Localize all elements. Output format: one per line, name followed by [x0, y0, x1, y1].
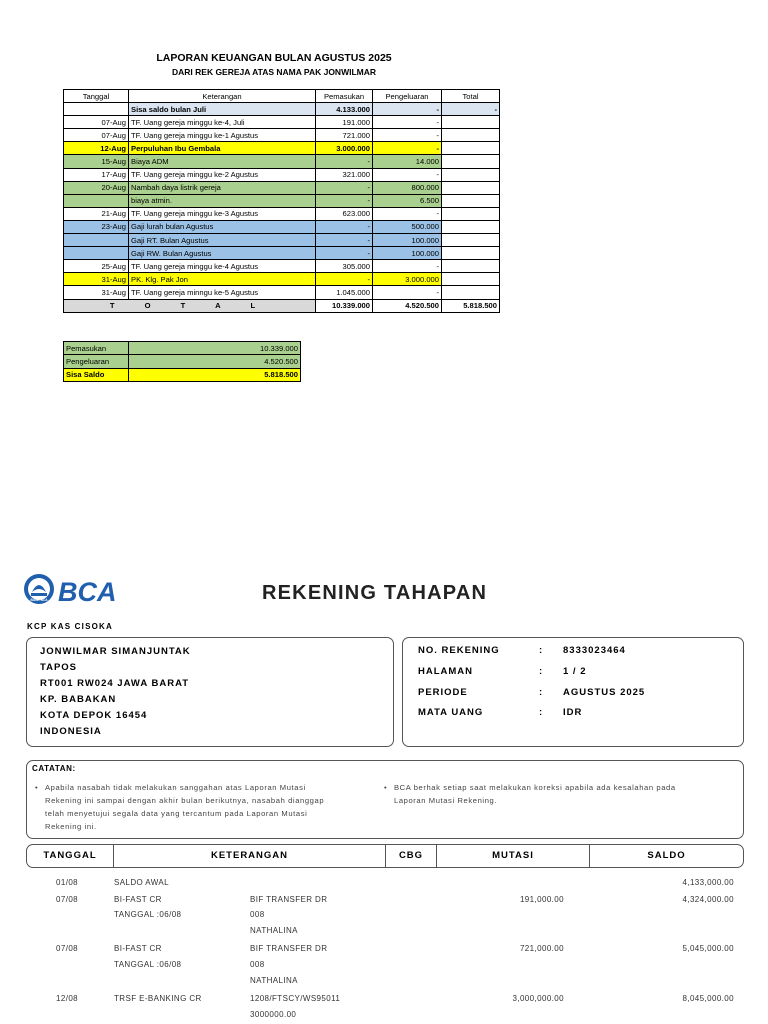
total-row	[64, 299, 500, 312]
summary-value: 10.339.000	[129, 342, 301, 355]
report-title: LAPORAN KEUANGAN BULAN AGUSTUS 2025	[156, 52, 392, 64]
header-tanggal: Tanggal	[64, 90, 129, 103]
cell-out: -	[373, 142, 442, 155]
table-row	[64, 234, 500, 247]
summary-label: Pengeluaran	[64, 355, 129, 368]
table-row	[64, 168, 500, 181]
note-item	[384, 781, 739, 807]
summary-row	[64, 342, 301, 355]
column-header-keterangan: KETERANGAN	[210, 850, 289, 861]
summary-table	[63, 341, 301, 382]
note-line: telah menyetujui segala data yang tercantum pada Laporan Mutasi	[45, 809, 308, 818]
cell-in: 305.000	[316, 260, 373, 273]
page-value: 1 / 2	[563, 666, 587, 677]
cell-date	[64, 234, 129, 247]
cell-date: 07-Aug	[64, 116, 129, 129]
cell-out: -	[373, 116, 442, 129]
total-out: 4.520.500	[373, 299, 442, 312]
cell-date: 31-Aug	[64, 273, 129, 286]
cell-desc: Gaji lurah bulan Agustus	[129, 220, 316, 233]
separator: :	[539, 666, 544, 677]
address-line: KOTA DEPOK 16454	[40, 710, 148, 721]
transaction-header	[26, 844, 744, 868]
cell-date: 31-Aug	[64, 286, 129, 299]
report-table	[63, 89, 500, 313]
cell-total	[442, 129, 500, 142]
cell-total	[442, 247, 500, 260]
cell-total	[442, 234, 500, 247]
account-number-value: 8333023464	[563, 645, 626, 656]
table-row	[64, 207, 500, 220]
tx-date: 07/08	[56, 895, 79, 904]
address-line: TAPOS	[40, 662, 78, 673]
cell-out: 6.500	[373, 194, 442, 207]
notes-title: CATATAN:	[32, 764, 76, 773]
cell-desc: biaya atmin.	[129, 194, 316, 207]
page-label: HALAMAN	[418, 666, 474, 677]
cell-out: 800.000	[373, 181, 442, 194]
note-line: Laporan Mutasi Rekening.	[394, 796, 498, 805]
bullet-icon: •	[35, 783, 39, 792]
tx-detail: BIF TRANSFER DR	[250, 895, 328, 904]
tx-detail: 008	[250, 910, 265, 919]
cell-total	[442, 194, 500, 207]
cell-in: 321.000	[316, 168, 373, 181]
notes-box	[26, 760, 744, 839]
cell-out: 14.000	[373, 155, 442, 168]
cell-date: 15-Aug	[64, 155, 129, 168]
separator: :	[539, 687, 544, 698]
cell-date: 20-Aug	[64, 181, 129, 194]
period-value: AGUSTUS 2025	[563, 687, 646, 698]
summary-value: 4.520.500	[129, 355, 301, 368]
cell-date: 25-Aug	[64, 260, 129, 273]
table-row	[64, 194, 500, 207]
tx-detail: 1208/FTSCY/WS95011	[250, 994, 341, 1003]
cell-desc: Gaji RT. Bulan Agustus	[129, 234, 316, 247]
table-row	[64, 220, 500, 233]
summary-row	[64, 368, 301, 381]
address-line: KP. BABAKAN	[40, 694, 117, 705]
cell-in: -	[316, 194, 373, 207]
column-header-mutasi: MUTASI	[492, 850, 534, 861]
bullet-icon: •	[384, 783, 388, 792]
header-pengeluaran: Pengeluaran	[373, 90, 442, 103]
summary-row	[64, 355, 301, 368]
note-line: Apabila nasabah tidak melakukan sanggahan atas Laporan Mutasi	[45, 783, 306, 792]
cell-total	[442, 207, 500, 220]
cell-date: 17-Aug	[64, 168, 129, 181]
cell-in: -	[316, 247, 373, 260]
tx-mutasi: 191,000.00	[519, 895, 564, 904]
summary-label: Pemasukan	[64, 342, 129, 355]
tx-desc: BI-FAST CR	[114, 895, 162, 904]
summary-value: 5.818.500	[129, 368, 301, 381]
note-line: BCA berhak setiap saat melakukan koreksi apabila ada kesalahan pada	[394, 783, 676, 792]
cell-out: 3.000.000	[373, 273, 442, 286]
cell-desc: Sisa saldo bulan Juli	[129, 103, 316, 116]
cell-date: 23-Aug	[64, 220, 129, 233]
cell-in: -	[316, 273, 373, 286]
tx-date: 07/08	[56, 944, 79, 953]
cell-desc: TF. Uang gereja minggu ke-2 Agustus	[129, 168, 316, 181]
column-header-tanggal: TANGGAL	[43, 850, 97, 861]
cell-out: -	[373, 260, 442, 273]
tx-detail: NATHALINA	[250, 926, 298, 935]
cell-out: -	[373, 207, 442, 220]
cell-in: -	[316, 234, 373, 247]
bca-logo-icon	[22, 570, 132, 610]
period-label: PERIODE	[418, 687, 468, 698]
cell-desc: Gaji RW. Bulan Agustus	[129, 247, 316, 260]
note-line: Rekening ini sampai dengan akhir bulan berikutnya, nasabah dianggap	[45, 796, 325, 805]
cell-in: 623.000	[316, 207, 373, 220]
address-line: JONWILMAR SIMANJUNTAK	[40, 646, 191, 657]
note-item	[35, 781, 390, 833]
header-pemasukan: Pemasukan	[316, 90, 373, 103]
cell-total	[442, 142, 500, 155]
cell-total	[442, 260, 500, 273]
tx-detail: 008	[250, 960, 265, 969]
header-keterangan: Keterangan	[129, 90, 316, 103]
cell-desc: Biaya ADM	[129, 155, 316, 168]
cell-total	[442, 155, 500, 168]
tx-date: 01/08	[56, 878, 79, 887]
currency-label: MATA UANG	[418, 707, 484, 718]
cell-desc: TF. Uang gereja minggu ke-3 Agustus	[129, 207, 316, 220]
cell-desc: TF. Uang gereja minggu ke-1 Agustus	[129, 129, 316, 142]
cell-total	[442, 286, 500, 299]
cell-total	[442, 220, 500, 233]
cell-out: -	[373, 286, 442, 299]
table-row	[64, 129, 500, 142]
tx-desc: TANGGAL :06/08	[114, 960, 182, 969]
cell-out: 100.000	[373, 247, 442, 260]
cell-out: -	[373, 168, 442, 181]
column-header-cbg: CBG	[398, 850, 424, 861]
table-row	[64, 155, 500, 168]
currency-value: IDR	[563, 707, 583, 718]
report-subtitle: DARI REK GEREJA ATAS NAMA PAK JONWILMAR	[172, 67, 376, 77]
report-header-row	[64, 90, 500, 103]
table-row	[64, 247, 500, 260]
table-row	[64, 142, 500, 155]
svg-text:BANK BCA: BANK BCA	[30, 598, 48, 602]
cell-date	[64, 194, 129, 207]
cell-in: 4.133.000	[316, 103, 373, 116]
cell-in: 3.000.000	[316, 142, 373, 155]
cell-date: 21-Aug	[64, 207, 129, 220]
cell-desc: TF. Uang gereja minngu ke-5 Agustus	[129, 286, 316, 299]
cell-in: 1.045.000	[316, 286, 373, 299]
total-label: T O T A L	[64, 299, 316, 312]
cell-desc: Perpuluhan Ibu Gembala	[129, 142, 316, 155]
cell-in: -	[316, 181, 373, 194]
cell-desc: Nambah daya listrik gereja	[129, 181, 316, 194]
table-row	[64, 273, 500, 286]
tx-saldo: 4,324,000.00	[682, 895, 734, 904]
cell-out: -	[373, 103, 442, 116]
table-row	[64, 116, 500, 129]
table-row	[64, 103, 500, 116]
account-number-label: NO. REKENING	[418, 645, 500, 656]
address-line: INDONESIA	[40, 726, 102, 737]
cell-date	[64, 103, 129, 116]
branch-name: KCP KAS CISOKA	[27, 622, 113, 631]
cell-total: -	[442, 103, 500, 116]
cell-out: 100.000	[373, 234, 442, 247]
tx-detail: 3000000.00	[250, 1010, 297, 1019]
tx-date: 12/08	[56, 994, 79, 1003]
tx-saldo: 8,045,000.00	[682, 994, 734, 1003]
note-line: Rekening ini.	[45, 822, 97, 831]
cell-total	[442, 168, 500, 181]
cell-desc: TF. Uang gereja minggu ke-4 Agustus	[129, 260, 316, 273]
cell-in: -	[316, 155, 373, 168]
tx-mutasi: 3,000,000.00	[512, 994, 564, 1003]
cell-date	[64, 247, 129, 260]
statement-title: REKENING TAHAPAN	[262, 582, 488, 604]
tx-desc: TRSF E-BANKING CR	[114, 994, 202, 1003]
cell-desc: PK. Klg. Pak Jon	[129, 273, 316, 286]
tx-mutasi: 721,000.00	[519, 944, 564, 953]
table-row	[64, 286, 500, 299]
cell-date: 07-Aug	[64, 129, 129, 142]
table-row	[64, 260, 500, 273]
total-total: 5.818.500	[442, 299, 500, 312]
cell-in: 721.000	[316, 129, 373, 142]
svg-text:BCA: BCA	[58, 577, 117, 607]
tx-detail: BIF TRANSFER DR	[250, 944, 328, 953]
header-total: Total	[442, 90, 500, 103]
account-info-box	[402, 637, 744, 747]
total-in: 10.339.000	[316, 299, 373, 312]
tx-detail: NATHALINA	[250, 976, 298, 985]
cell-in: 191.000	[316, 116, 373, 129]
cell-total	[442, 181, 500, 194]
tx-desc: BI-FAST CR	[114, 944, 162, 953]
tx-desc: TANGGAL :06/08	[114, 910, 182, 919]
cell-total	[442, 273, 500, 286]
separator: :	[539, 645, 544, 656]
column-header-saldo: SALDO	[647, 850, 686, 861]
summary-label: Sisa Saldo	[64, 368, 129, 381]
tx-desc: SALDO AWAL	[114, 878, 169, 887]
cell-date: 12-Aug	[64, 142, 129, 155]
address-box	[26, 637, 394, 747]
tx-saldo: 4,133,000.00	[682, 878, 734, 887]
cell-total	[442, 116, 500, 129]
separator: :	[539, 707, 544, 718]
cell-in: -	[316, 220, 373, 233]
cell-out: -	[373, 129, 442, 142]
address-line: RT001 RW024 JAWA BARAT	[40, 678, 190, 689]
cell-desc: TF. Uang gereja minggu ke-4, Juli	[129, 116, 316, 129]
tx-saldo: 5,045,000.00	[682, 944, 734, 953]
table-row	[64, 181, 500, 194]
cell-out: 500.000	[373, 220, 442, 233]
